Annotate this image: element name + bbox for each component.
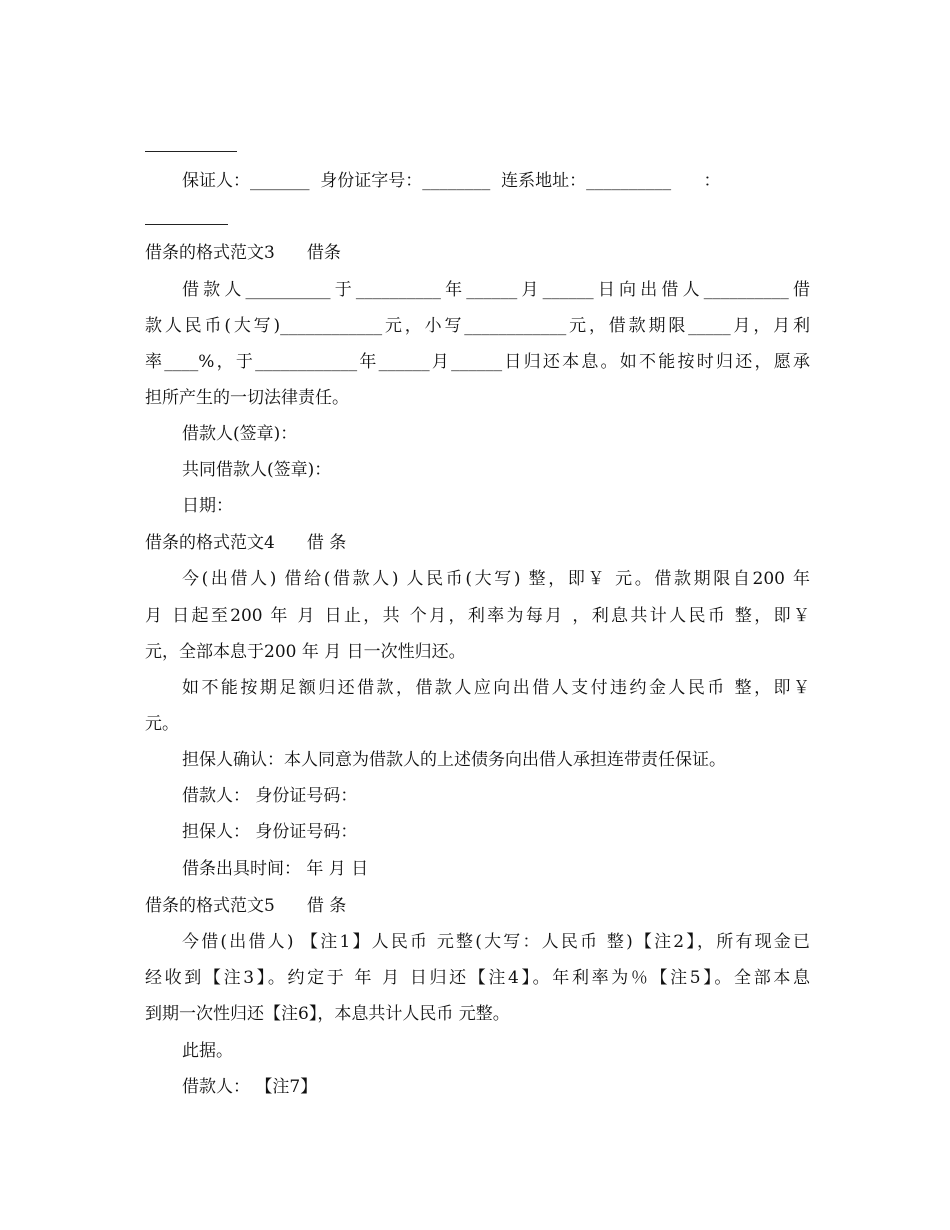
section4-body-line2: 月 日起至200 年 月 日止，共 个月，利率为每月 ，利息共计人民币 整，即￥ <box>145 606 810 626</box>
section4-guarantor-confirm: 担保人确认：本人同意为借款人的上述债务向出借人承担连带责任保证。 <box>182 750 726 770</box>
section4-penalty-line2: 元。 <box>145 714 179 734</box>
section3-borrower-sign: 借款人(签章)： <box>182 424 298 444</box>
guarantor-line: 保证人：_______ 身份证字号：________ 连系地址：__________ ： <box>182 171 721 191</box>
section4-penalty-line1: 如不能按期足额归还借款，借款人应向出借人支付违约金人民币 整，即￥ <box>182 678 810 698</box>
section3-co-borrower-sign: 共同借款人(签章)： <box>182 460 332 480</box>
section5-title: 借条的格式范文5 <box>145 896 275 916</box>
section5-evidence: 此据。 <box>182 1041 233 1061</box>
section4-subtitle: 借 条 <box>306 533 347 553</box>
section5-heading <box>145 894 810 918</box>
section3-date: 日期： <box>182 496 233 516</box>
section4-issue-time: 借条出具时间： 年 月 日 <box>182 859 369 879</box>
section3-title: 借条的格式范文3 <box>145 243 275 263</box>
section4-title: 借条的格式范文4 <box>145 533 275 553</box>
section5-body-line1: 今借(出借人) 【注1】人民币 元整(大写：人民币 整)【注2】，所有现金已 <box>182 932 810 952</box>
section5-body-line2: 经收到【注3】。约定于 年 月 日归还【注4】。年利率为％【注5】。全部本息 <box>145 968 810 988</box>
section3-body-line1: 借款人__________于__________年______月______日向出借人__________借 <box>182 280 810 300</box>
section4-body-line3: 元，全部本息于200 年 月 日一次性归还。 <box>145 642 466 662</box>
section5-borrower: 借款人： 【注7】 <box>182 1077 318 1097</box>
section4-guarantor-id: 担保人： 身份证号码： <box>182 822 358 842</box>
section4-heading <box>145 531 810 555</box>
section3-body-line4: 担所产生的一切法律责任。 <box>145 388 349 408</box>
section4-body-line1: 今(出借人) 借给(借款人) 人民币(大写) 整，即￥ 元。借款期限自200 年 <box>182 569 810 589</box>
section3-body-line2: 款人民币(大写)____________元，小写____________元，借款期限_____月，月利 <box>145 316 810 336</box>
section3-subtitle: 借条 <box>306 243 341 263</box>
section5-body-line3: 到期一次性归还【注6】，本息共计人民币 元整。 <box>145 1004 510 1024</box>
section5-subtitle: 借 条 <box>306 896 347 916</box>
blank-rule-top <box>145 151 237 152</box>
section4-borrower-id: 借款人： 身份证号码： <box>182 786 358 806</box>
section3-heading <box>145 241 810 265</box>
blank-rule-after-guarantor <box>145 224 228 225</box>
section3-body-line3: 率____%，于____________年______月______日归还本息。如不能按时归还，愿承 <box>145 352 810 372</box>
